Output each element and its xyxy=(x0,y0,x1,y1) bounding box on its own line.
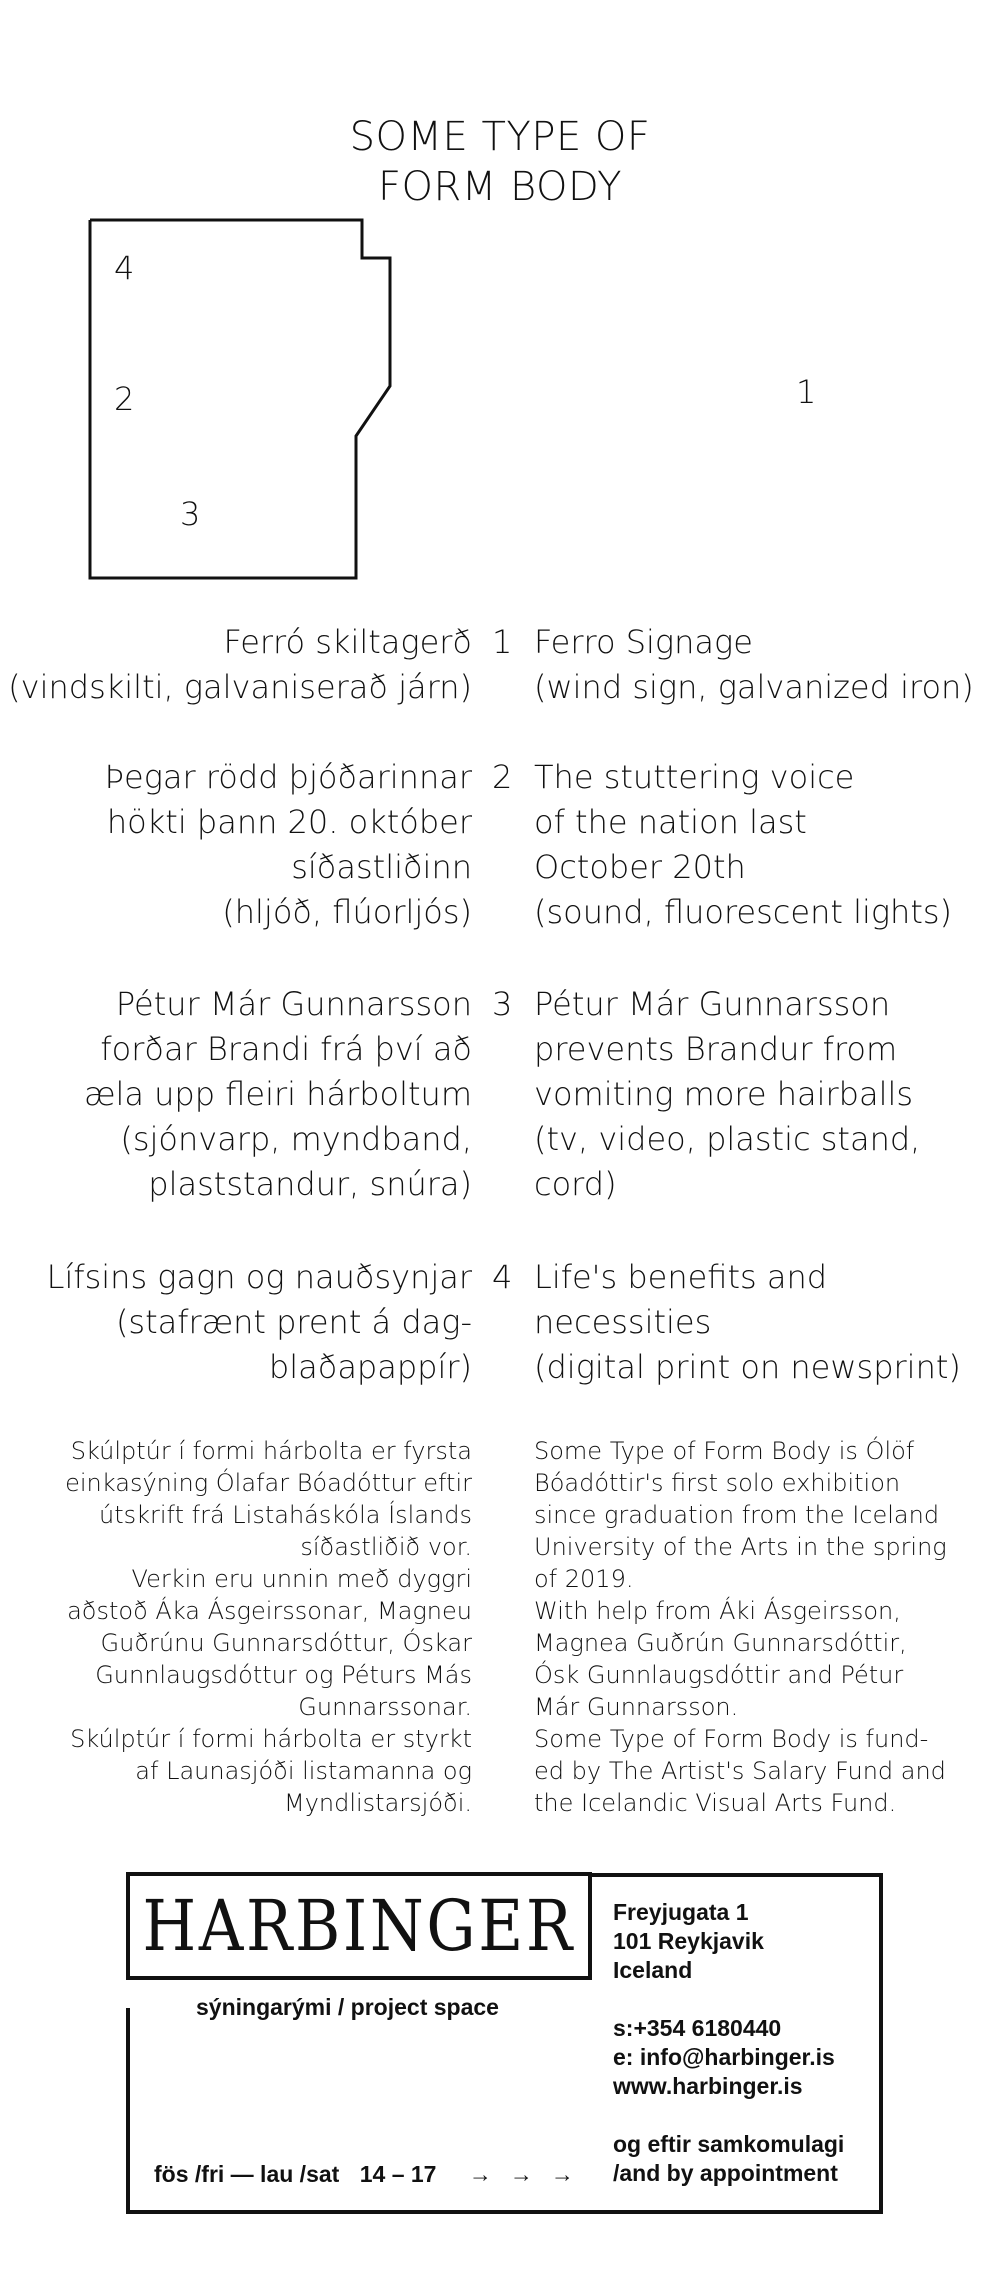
opening-times: 14 – 17 xyxy=(359,2161,437,2187)
about-is-line: einkasýning Ólafar Bóadóttur eftir xyxy=(65,1469,472,1497)
appointment-line: /and by appointment xyxy=(613,2160,838,2186)
website-link[interactable]: www.harbinger.is xyxy=(613,2073,803,2099)
work-3-en-line: prevents Brandur from xyxy=(534,1030,898,1068)
appointment-line: og eftir samkomulagi xyxy=(613,2131,845,2157)
about-en-line: ed by The Artist's Salary Fund and xyxy=(534,1757,946,1785)
venue-frame-top xyxy=(592,1873,883,1877)
work-2-is-line: hökti þann 20. október xyxy=(106,803,472,841)
work-4-en-line: necessities xyxy=(534,1303,712,1341)
work-1-en-line: Ferro Signage xyxy=(534,623,753,661)
about-en-line: Ósk Gunnlaugsdóttir and Pétur xyxy=(534,1661,904,1689)
work-2-en-line: (sound, fluorescent lights) xyxy=(534,893,953,931)
work-4-english xyxy=(534,1255,961,1390)
about-en-line: With help from Áki Ásgeirsson, xyxy=(534,1597,901,1625)
about-is-line: Gunnarssonar. xyxy=(298,1693,472,1721)
phone-text: s:+354 6180440 xyxy=(613,2015,782,2041)
address-line: 101 Reykjavik xyxy=(613,1928,764,1954)
about-en-line: of 2019. xyxy=(534,1565,634,1593)
venue-frame-left xyxy=(126,2008,130,2214)
work-3-en-line: Pétur Már Gunnarsson xyxy=(534,985,891,1023)
work-2-en-line: of the nation last xyxy=(534,803,807,841)
about-is-line: Skúlptúr í formi hárbolta er fyrsta xyxy=(70,1437,472,1465)
about-is-line: Skúlptúr í formi hárbolta er styrkt xyxy=(70,1725,472,1753)
address-line: Iceland xyxy=(613,1957,693,1983)
work-1-number: 1 xyxy=(492,623,513,661)
title-line-2: FORM BODY xyxy=(377,164,623,210)
work-3-en-line: (tv, video, plastic stand, xyxy=(534,1120,921,1158)
email-link[interactable]: e: info@harbinger.is xyxy=(613,2044,835,2070)
about-en-line: Már Gunnarsson. xyxy=(534,1693,739,1721)
venue-frame-right xyxy=(879,1873,883,2214)
floor-plan-label-3: 3 xyxy=(180,495,201,533)
work-2-en-line: October 20th xyxy=(534,848,746,886)
work-3-icelandic xyxy=(84,982,472,1207)
about-en-line: Magnea Guðrún Gunnarsdóttir, xyxy=(534,1629,907,1657)
address-line: Freyjugata 1 xyxy=(613,1899,749,1925)
work-1-is-line: Ferró skiltagerð xyxy=(223,623,472,661)
work-3-is-line: æla upp fleiri hárboltum xyxy=(84,1075,472,1113)
work-4-is-line: blaðapappír) xyxy=(268,1348,472,1386)
about-en-line: the Icelandic Visual Arts Fund. xyxy=(534,1789,897,1817)
title-line-1: SOME TYPE OF xyxy=(349,114,651,160)
work-4-icelandic xyxy=(47,1255,472,1390)
floor-plan-outline xyxy=(0,0,1000,600)
about-icelandic xyxy=(65,1435,472,1819)
venue-address xyxy=(613,1898,764,1985)
work-2-is-line: síðastliðinn xyxy=(291,848,472,886)
work-4-en-line: (digital print on newsprint) xyxy=(534,1348,961,1386)
about-is-line: Verkin eru unnin með dyggri xyxy=(131,1565,472,1593)
work-2-english xyxy=(534,755,952,935)
about-is-line: síðastliðið vor. xyxy=(300,1533,472,1561)
work-1-icelandic xyxy=(8,620,472,710)
about-en-line: Bóadóttir's first solo exhibition xyxy=(534,1469,901,1497)
work-2-icelandic xyxy=(105,755,472,935)
opening-days: fös /fri — lau /sat xyxy=(154,2161,340,2187)
venue-frame-bottom xyxy=(126,2210,883,2214)
work-1-english xyxy=(534,620,974,710)
about-en-line: University of the Arts in the spring xyxy=(534,1533,947,1561)
about-is-line: útskrift frá Listaháskóla Íslands xyxy=(99,1501,472,1529)
harbinger-logo xyxy=(126,1872,592,1980)
work-2-number: 2 xyxy=(492,758,513,796)
venue-subtitle: sýningarými / project space xyxy=(196,1994,499,2020)
logo-text: HARBINGER xyxy=(142,1885,576,1967)
work-3-is-line: Pétur Már Gunnarsson xyxy=(115,985,472,1023)
venue-appointment xyxy=(613,2130,844,2188)
work-1-en-line: (wind sign, galvanized iron) xyxy=(534,668,974,706)
work-2-en-line: The stuttering voice xyxy=(534,758,855,796)
work-3-is-line: forðar Brandi frá því að xyxy=(100,1030,472,1068)
about-en-line: Some Type of Form Body is fund- xyxy=(534,1725,929,1753)
work-4-is-line: Lífsins gagn og nauðsynjar xyxy=(46,1258,472,1296)
work-2-is-line: (hljóð, flúorljós) xyxy=(222,893,472,931)
venue-contact xyxy=(613,2014,835,2101)
work-4-number: 4 xyxy=(492,1258,513,1296)
work-3-is-line: plaststandur, snúra) xyxy=(148,1165,472,1203)
work-4-en-line: Life's benefits and xyxy=(534,1258,828,1296)
about-is-line: Guðrúnu Gunnarsdóttur, Óskar xyxy=(100,1629,472,1657)
about-is-line: aðstoð Áka Ásgeirssonar, Magneu xyxy=(67,1597,472,1625)
work-3-number: 3 xyxy=(492,985,513,1023)
about-en-line: Some Type of Form Body is Ólöf xyxy=(534,1437,915,1465)
work-3-en-line: cord) xyxy=(534,1165,617,1203)
about-is-line: Myndlistarsjóði. xyxy=(283,1789,472,1817)
floor-plan-label-4: 4 xyxy=(114,249,135,287)
about-is-line: af Launasjóði listamanna og xyxy=(135,1757,472,1785)
work-4-is-line: (stafrænt prent á dag- xyxy=(115,1303,472,1341)
work-2-is-line: Þegar rödd þjóðarinnar xyxy=(104,758,472,796)
work-3-en-line: vomiting more hairballs xyxy=(534,1075,914,1113)
about-english xyxy=(534,1435,947,1819)
work-1-is-line: (vindskilti, galvaniserað járn) xyxy=(8,668,472,706)
arrow-right-icons: →→→ xyxy=(468,2161,592,2187)
floor-plan-label-1: 1 xyxy=(796,373,817,411)
about-en-line: since graduation from the Iceland xyxy=(534,1501,940,1529)
work-3-is-line: (sjónvarp, myndband, xyxy=(120,1120,472,1158)
opening-hours xyxy=(154,2161,592,2188)
about-is-line: Gunnlaugsdóttur og Péturs Más xyxy=(95,1661,472,1689)
work-3-english xyxy=(534,982,920,1207)
floor-plan-label-2: 2 xyxy=(114,380,135,418)
